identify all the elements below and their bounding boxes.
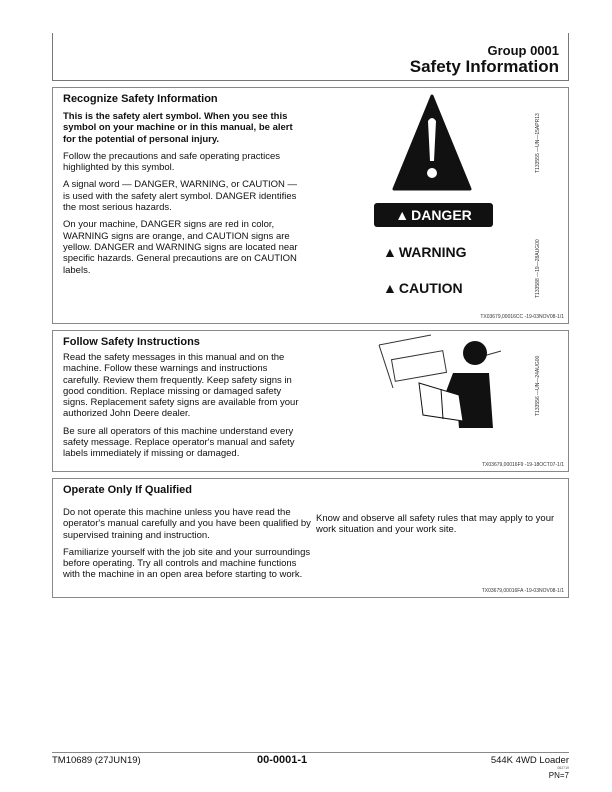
group-number: Group 0001 [487,43,559,58]
page-number: 00-0001-1 [257,754,308,766]
section-title: Recognize Safety Information [63,93,218,105]
alert-triangle-icon: ▲ [383,280,397,296]
section-operate-qualified [52,478,569,598]
machine-model: 544K 4WD Loader [490,755,569,766]
alert-triangle-icon: ▲ [383,244,397,260]
document-ref: TX03679,00016CC -19-03NOV08-1/1 [480,314,564,320]
danger-sign: ▲ DANGER [374,203,493,227]
paragraph: A signal word — DANGER, WARNING, or CAUTION — is used with the safety alert symbol. DANGER identifies the most serious hazards. [63,179,298,214]
date-code: 062719 [557,766,569,770]
paragraph: Know and observe all safety rules that may apply to your work situation and your work site. [316,513,555,536]
paragraph: Read the safety messages in this manual and on the machine. Follow these warnings and instructions carefully. Review them frequently. Keep safety signs in good condition. Replace missing or damaged safety signs. Replacement safety signs are available from your authorized John Deere dealer. [63,352,299,420]
section-follow-instructions [52,330,569,472]
caution-sign: ▲ CAUTION [383,280,463,296]
figure-ref: T133588 —19—28AUG00 [535,239,541,298]
paragraph: On your machine, DANGER signs are red in color, WARNING signs are orange, and CAUTION signs are yellow. DANGER and WARNING signs are located near specific hazards. General precautions are on CAUTION labels. [63,219,298,276]
section-title: Operate Only If Qualified [63,484,192,496]
paragraph: Follow the precautions and safe operating practices highlighted by this symbol. [63,150,281,174]
section-recognize-safety [52,87,569,324]
warning-sign: ▲ WARNING [383,244,467,260]
page-footer [52,752,569,780]
safety-alert-triangle-icon [392,93,472,193]
page-header [52,33,569,81]
pn-number: PN=7 [548,771,569,780]
section-title: Follow Safety Instructions [63,336,200,348]
figure-ref: T133555 —UN—15APR13 [535,113,541,173]
paragraph: Familiarize yourself with the job site and your surroundings before operating. Try all controls and machine functions with the machine in an open area before starting to work. [63,546,311,581]
document-ref: TX03679,00016F9 -19-18OCT07-1/1 [482,462,564,468]
figure-ref: T133556 —UN—24AUG00 [535,355,541,416]
paragraph: Be sure all operators of this machine understand every safety message. Replace operator's manual and safety labels immediately if missing or damaged. [63,425,295,460]
safety-alert-paragraph: This is the safety alert symbol. When you see this symbol on your machine or in this manual, be alert for the potential of personal injury. [63,111,293,145]
document-ref: TX03679,00016FA -19-03NOV08-1/1 [481,588,564,594]
operator-reading-manual-illustration [371,333,511,433]
paragraph: Do not operate this machine unless you have read the operator's manual carefully and you have been qualified by supervised training and instruction. [63,507,311,541]
manual-number: TM10689 (27JUN19) [52,755,141,766]
alert-triangle-icon: ▲ [395,207,410,223]
page-title: Safety Information [409,57,559,76]
